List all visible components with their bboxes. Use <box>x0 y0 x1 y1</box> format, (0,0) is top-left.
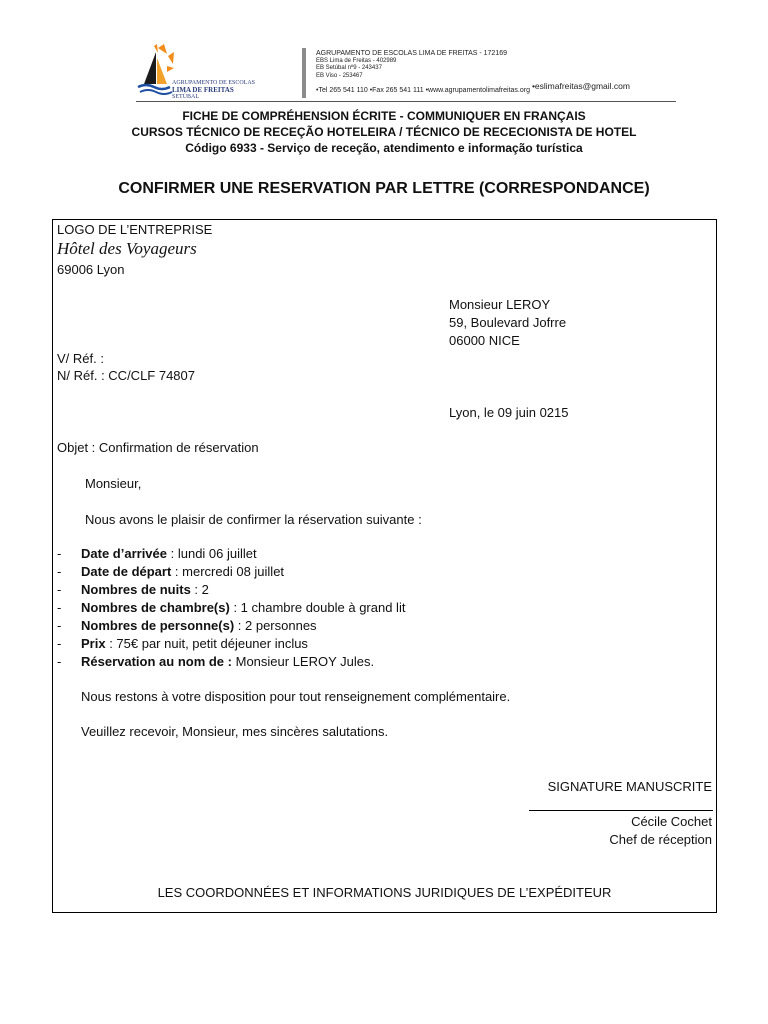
logo-caption <box>172 80 255 101</box>
list-item: - Date d’arrivée : lundi 06 juillet <box>57 546 257 561</box>
school-name: AGRUPAMENTO DE ESCOLAS LIMA DE FREITAS - 172169 <box>316 50 508 57</box>
letter-subject: Objet : Confirmation de réservation <box>57 440 259 455</box>
school-contact <box>316 81 630 94</box>
subheader-line3: Código 6933 - Serviço de receção, atendimento e informação turística <box>185 141 583 155</box>
school-line-3: EB Setúbal nº9 - 243437 <box>316 65 382 71</box>
company-logo-label: LOGO DE L’ENTREPRISE <box>57 222 213 237</box>
page-title: CONFIRMER UNE RESERVATION PAR LETTRE (CORRESPONDANCE) <box>118 180 650 197</box>
header-divider <box>302 48 306 98</box>
logo-caption-line3: SETÚBAL <box>172 94 199 100</box>
logo-caption-line1: AGRUPAMENTO DE ESCOLAS <box>172 80 256 86</box>
logo-caption-line2: LIMA DE FREITAS <box>172 86 234 94</box>
intro-paragraph: Nous avons le plaisir de confirmer la réservation suivante : <box>85 512 422 527</box>
list-item: - Réservation au nom de : Monsieur LEROY Jules. <box>57 654 375 669</box>
list-item: - Nombres de personne(s) : 2 personnes <box>57 618 317 633</box>
sailboat-sun-logo-icon <box>134 44 174 96</box>
letter-date: Lyon, le 09 juin 0215 <box>449 405 569 420</box>
closing-paragraph: Nous restons à votre disposition pour tout renseignement complémentaire. <box>81 689 511 704</box>
letter-frame <box>52 219 717 913</box>
list-item: - Date de départ : mercredi 08 juillet <box>57 564 285 579</box>
signature-line <box>529 810 713 811</box>
contact-email: •eslimafreitas@gmail.com <box>531 81 630 91</box>
school-logo <box>134 44 256 100</box>
signer-title: Chef de réception <box>609 832 712 847</box>
sender-legal-footer: LES COORDONNÉES ET INFORMATIONS JURIDIQUES DE L’EXPÉDITEUR <box>157 885 612 900</box>
school-line-2: EBS Lima de Freitas - 402989 <box>316 57 397 64</box>
signer-name: Cécile Cochet <box>631 814 712 829</box>
recipient-name: Monsieur LEROY <box>449 297 551 312</box>
list-item: - Nombres de nuits : 2 <box>57 582 209 597</box>
greeting: Monsieur, <box>85 476 142 491</box>
school-line-4: EB Viso - 253467 <box>316 72 363 79</box>
subheader-line2: CURSOS TÉCNICO DE RECEÇÃO HOTELEIRA / TÉCNICO DE RECECIONISTA DE HOTEL <box>131 125 637 139</box>
salutation: Veuillez recevoir, Monsieur, mes sincères salutations. <box>81 724 389 739</box>
our-reference: N/ Réf. : CC/CLF 74807 <box>57 368 195 383</box>
hotel-name: Hôtel des Voyageurs <box>57 239 197 258</box>
recipient-street: 59, Boulevard Jofrre <box>449 315 567 330</box>
your-reference: V/ Réf. : <box>57 351 104 366</box>
contact-phone-fax-web: •Tel 265 541 110 •Fax 265 541 111 •www.agrupamentolimafreitas.org <box>316 87 530 94</box>
list-item: - Prix : 75€ par nuit, petit déjeuner inclus <box>57 636 308 651</box>
recipient-city: 06000 NICE <box>449 333 520 348</box>
signature-label: SIGNATURE MANUSCRITE <box>547 779 712 794</box>
list-item: - Nombres de chambre(s) : 1 chambre double à grand lit <box>57 600 406 615</box>
school-info <box>316 50 507 80</box>
subheader-line1: FICHE DE COMPRÉHENSION ÉCRITE - COMMUNIQUER EN FRANÇAIS <box>182 109 586 123</box>
header-rule <box>136 101 676 102</box>
hotel-city: 69006 Lyon <box>57 262 125 277</box>
